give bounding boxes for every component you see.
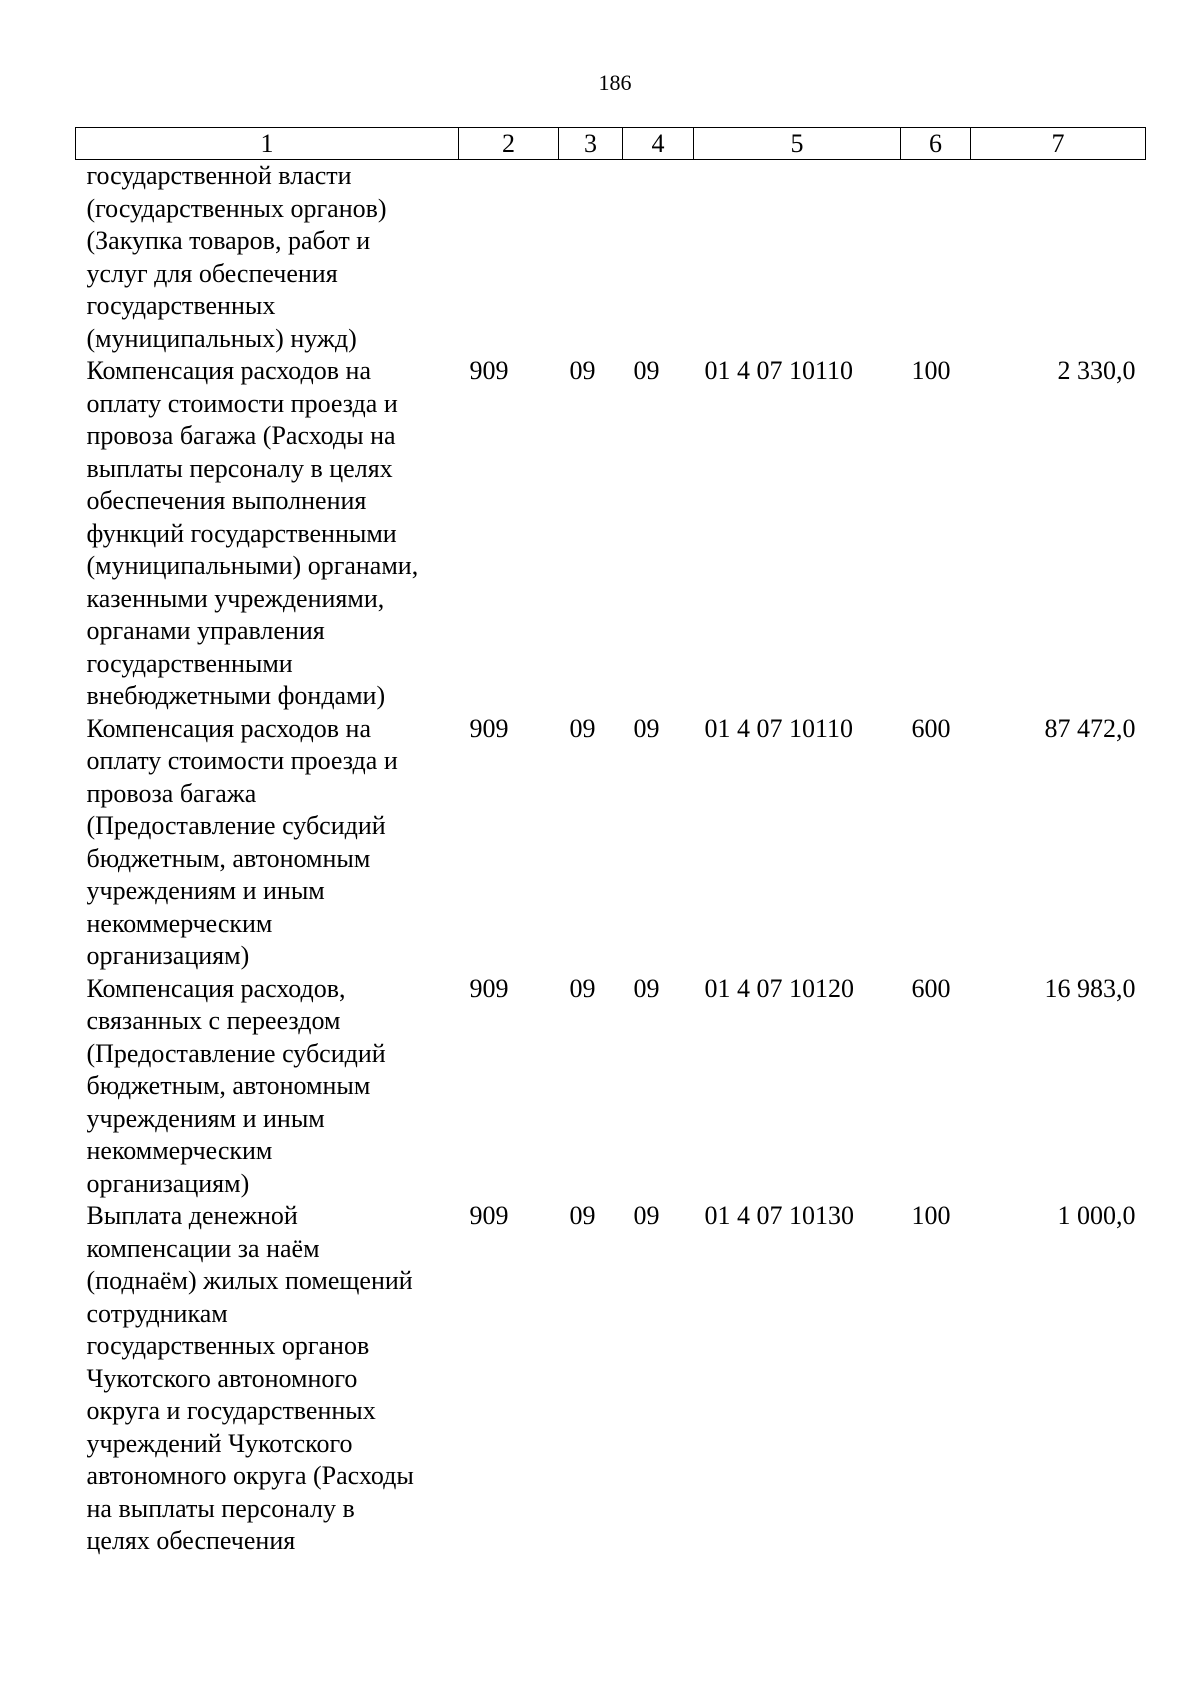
expense-name-line: (Предоставление субсидий — [86, 1038, 386, 1068]
expense-type-code: 600 — [911, 973, 951, 1003]
table-row — [76, 355, 1146, 713]
main-administrator-code: 909 — [469, 713, 509, 743]
expense-name-cell — [76, 1200, 459, 1558]
expense-name-line: обеспечения выполнения — [86, 486, 367, 515]
expense-name-line: органами управления — [86, 616, 325, 645]
target-article-code: 01 4 07 10110 — [704, 356, 854, 385]
expense-name-line: государственных органов — [86, 1331, 370, 1360]
expense-name-line: государственной власти — [86, 161, 352, 190]
column-header-1: 1 — [76, 128, 459, 160]
expense-name-cell — [76, 160, 459, 356]
table-header-row — [76, 128, 1146, 160]
expense-name-line: (Закупка товаров, работ и — [86, 226, 371, 255]
expense-name-line: некоммерческим — [86, 908, 273, 938]
expense-name-line: (муниципальных) нужд) — [86, 323, 357, 353]
column-header-7: 7 — [971, 128, 1146, 160]
expense-name-line: некоммерческим — [86, 1136, 273, 1165]
table-row — [76, 713, 1146, 973]
section-code: 09 — [569, 713, 596, 743]
expense-name-line: Выплата денежной — [86, 1201, 298, 1230]
target-article-code: 01 4 07 10120 — [704, 973, 854, 1003]
expense-name-line: Компенсация расходов на — [86, 356, 372, 385]
target-article-code: 01 4 07 10110 — [704, 713, 854, 743]
expense-name-line: выплаты персоналу в целях — [86, 453, 393, 483]
expense-name-line: государственными — [86, 648, 293, 678]
expense-name-line: казенными учреждениями, — [86, 583, 385, 613]
column-header-6: 6 — [901, 128, 971, 160]
subsection-code: 09 — [633, 973, 660, 1003]
expense-name-line: организациям) — [86, 941, 250, 970]
expense-name-line: бюджетным, автономным — [86, 843, 371, 873]
expense-name-line: внебюджетными фондами) — [86, 681, 386, 710]
section-code: 09 — [569, 356, 596, 385]
expense-name-line: оплату стоимости проезда и — [86, 388, 398, 418]
expense-name-line: провоза багажа — [86, 778, 257, 808]
expense-type-code — [901, 160, 971, 356]
expense-name-line: Компенсация расходов на — [86, 713, 372, 743]
amount-value: 2 330,0 — [1057, 356, 1136, 385]
expense-name-line: учреждений Чукотского — [86, 1428, 353, 1458]
expense-name-line: (Предоставление субсидий — [86, 811, 386, 840]
expense-name-line: функций государственными — [86, 518, 397, 548]
expense-name-line: связанных с переездом — [86, 1006, 341, 1035]
expense-name-cell — [76, 973, 459, 1201]
amount-value: 87 472,0 — [1044, 713, 1136, 743]
target-article-code — [694, 160, 901, 356]
expense-name-line: бюджетным, автономным — [86, 1071, 371, 1100]
expense-name-line: на выплаты персоналу в — [86, 1493, 355, 1523]
amount-value — [971, 160, 1146, 356]
subsection-code: 09 — [633, 1201, 660, 1230]
column-header-2: 2 — [459, 128, 559, 160]
target-article-code: 01 4 07 10130 — [704, 1201, 854, 1230]
expense-type-code: 100 — [911, 1201, 951, 1230]
expense-name-line: (поднаём) жилых помещений — [86, 1266, 413, 1295]
expense-name-line: учреждениям и иным — [86, 876, 325, 905]
expense-name-line: услуг для обеспечения — [86, 258, 338, 288]
expense-name-line: сотрудникам — [86, 1298, 228, 1328]
page-number: 186 — [598, 70, 632, 95]
column-header-3: 3 — [559, 128, 623, 160]
main-administrator-code: 909 — [469, 973, 509, 1003]
expense-type-code: 100 — [911, 356, 951, 385]
main-administrator-code: 909 — [469, 356, 509, 385]
expense-name-line: учреждениям и иным — [86, 1103, 325, 1133]
table-row — [76, 973, 1146, 1201]
main-administrator-code — [459, 160, 559, 356]
expense-type-code: 600 — [911, 713, 951, 743]
expense-name-line: округа и государственных — [86, 1396, 376, 1425]
expense-name-line: (муниципальными) органами, — [86, 551, 419, 580]
main-administrator-code: 909 — [469, 1201, 509, 1230]
expense-name-line: провоза багажа (Расходы на — [86, 421, 396, 450]
section-code — [559, 160, 623, 356]
table-row — [76, 160, 1146, 356]
expense-name-line: целях обеспечения — [86, 1526, 296, 1555]
expense-name-cell — [76, 355, 459, 713]
column-header-5: 5 — [694, 128, 901, 160]
expense-name-line: компенсации за наём — [86, 1233, 320, 1263]
subsection-code — [623, 160, 694, 356]
amount-value: 16 983,0 — [1044, 973, 1136, 1003]
expense-name-line: государственных — [86, 291, 276, 320]
expense-name-line: организациям) — [86, 1168, 250, 1198]
expense-name-line: Компенсация расходов, — [86, 973, 346, 1003]
subsection-code: 09 — [633, 713, 660, 743]
expense-name-cell — [76, 713, 459, 973]
column-header-4: 4 — [623, 128, 694, 160]
section-code: 09 — [569, 973, 596, 1003]
expense-name-line: автономного округа (Расходы — [86, 1461, 414, 1490]
table-row — [76, 1200, 1146, 1558]
expense-name-line: (государственных органов) — [86, 193, 387, 223]
subsection-code: 09 — [633, 356, 660, 385]
amount-value: 1 000,0 — [1057, 1201, 1136, 1230]
table-body — [76, 160, 1146, 1558]
section-code: 09 — [569, 1201, 596, 1230]
budget-table — [75, 127, 1146, 1558]
expense-name-line: оплату стоимости проезда и — [86, 746, 398, 775]
expense-name-line: Чукотского автономного — [86, 1363, 358, 1393]
